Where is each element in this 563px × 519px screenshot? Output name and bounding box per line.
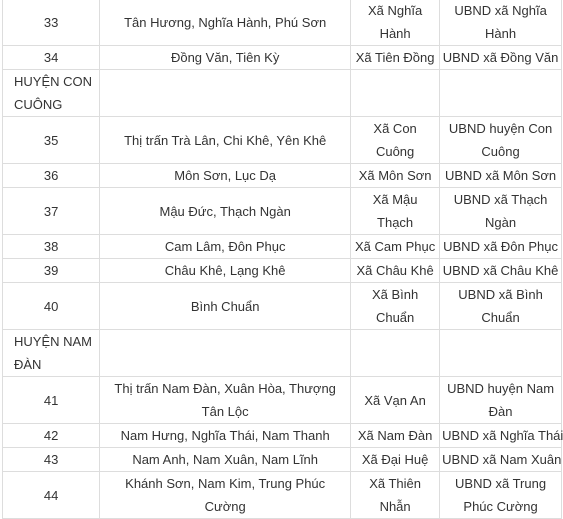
table-row (3, 448, 562, 472)
headquarters: UBND huyện Nam Đàn (440, 377, 562, 424)
table-row (3, 46, 562, 70)
merged-communes: Thị trấn Trà Lân, Chi Khê, Yên Khê (100, 117, 351, 164)
new-commune-name: Xã Mậu Thạch (351, 188, 440, 235)
row-number: 43 (3, 448, 100, 472)
row-number: 33 (3, 0, 100, 46)
district-name: HUYỆN NAM ĐÀN (3, 330, 100, 377)
headquarters: UBND xã Thạch Ngàn (440, 188, 562, 235)
merged-communes: Mậu Đức, Thạch Ngàn (100, 188, 351, 235)
table-row (3, 0, 562, 46)
headquarters: UBND xã Môn Sơn (440, 164, 562, 188)
headquarters: UBND xã Nghĩa Thái (440, 424, 562, 448)
row-number: 34 (3, 46, 100, 70)
merger-table (2, 0, 562, 519)
headquarters: UBND huyện Con Cuông (440, 117, 562, 164)
merged-communes: Bình Chuẩn (100, 283, 351, 330)
merged-communes: Cam Lâm, Đôn Phục (100, 235, 351, 259)
empty-cell (100, 330, 351, 377)
new-commune-name: Xã Nam Đàn (351, 424, 440, 448)
new-commune-name: Xã Châu Khê (351, 259, 440, 283)
new-commune-name: Xã Tiên Đồng (351, 46, 440, 70)
table-row (3, 164, 562, 188)
empty-cell (351, 330, 440, 377)
table-row (3, 117, 562, 164)
new-commune-name: Xã Môn Sơn (351, 164, 440, 188)
row-number: 42 (3, 424, 100, 448)
merged-communes: Tân Hương, Nghĩa Hành, Phú Sơn (100, 0, 351, 46)
headquarters: UBND xã Đôn Phục (440, 235, 562, 259)
district-row (3, 70, 562, 117)
headquarters: UBND xã Nam Xuân (440, 448, 562, 472)
table-row (3, 424, 562, 448)
table-row (3, 472, 562, 519)
merged-communes: Đồng Văn, Tiên Kỳ (100, 46, 351, 70)
table-row (3, 259, 562, 283)
empty-cell (440, 330, 562, 377)
new-commune-name: Xã Thiên Nhẫn (351, 472, 440, 519)
table-row (3, 235, 562, 259)
merged-communes: Môn Sơn, Lục Dạ (100, 164, 351, 188)
row-number: 38 (3, 235, 100, 259)
headquarters: UBND xã Nghĩa Hành (440, 0, 562, 46)
new-commune-name: Xã Đại Huệ (351, 448, 440, 472)
row-number: 35 (3, 117, 100, 164)
new-commune-name: Xã Cam Phục (351, 235, 440, 259)
merger-table-body (3, 0, 562, 519)
headquarters: UBND xã Bình Chuẩn (440, 283, 562, 330)
table-row (3, 188, 562, 235)
new-commune-name: Xã Con Cuông (351, 117, 440, 164)
empty-cell (440, 70, 562, 117)
empty-cell (351, 70, 440, 117)
merged-communes: Nam Hưng, Nghĩa Thái, Nam Thanh (100, 424, 351, 448)
row-number: 41 (3, 377, 100, 424)
headquarters: UBND xã Châu Khê (440, 259, 562, 283)
row-number: 39 (3, 259, 100, 283)
row-number: 36 (3, 164, 100, 188)
new-commune-name: Xã Nghĩa Hành (351, 0, 440, 46)
merged-communes: Châu Khê, Lạng Khê (100, 259, 351, 283)
district-row (3, 330, 562, 377)
table-row (3, 377, 562, 424)
new-commune-name: Xã Vạn An (351, 377, 440, 424)
row-number: 37 (3, 188, 100, 235)
merged-communes: Nam Anh, Nam Xuân, Nam Lĩnh (100, 448, 351, 472)
new-commune-name: Xã Bình Chuẩn (351, 283, 440, 330)
row-number: 44 (3, 472, 100, 519)
merged-communes: Khánh Sơn, Nam Kim, Trung Phúc Cường (100, 472, 351, 519)
district-name: HUYỆN CON CUÔNG (3, 70, 100, 117)
empty-cell (100, 70, 351, 117)
row-number: 40 (3, 283, 100, 330)
headquarters: UBND xã Đồng Văn (440, 46, 562, 70)
headquarters: UBND xã Trung Phúc Cường (440, 472, 562, 519)
merged-communes: Thị trấn Nam Đàn, Xuân Hòa, Thượng Tân Lộc (100, 377, 351, 424)
table-row (3, 283, 562, 330)
